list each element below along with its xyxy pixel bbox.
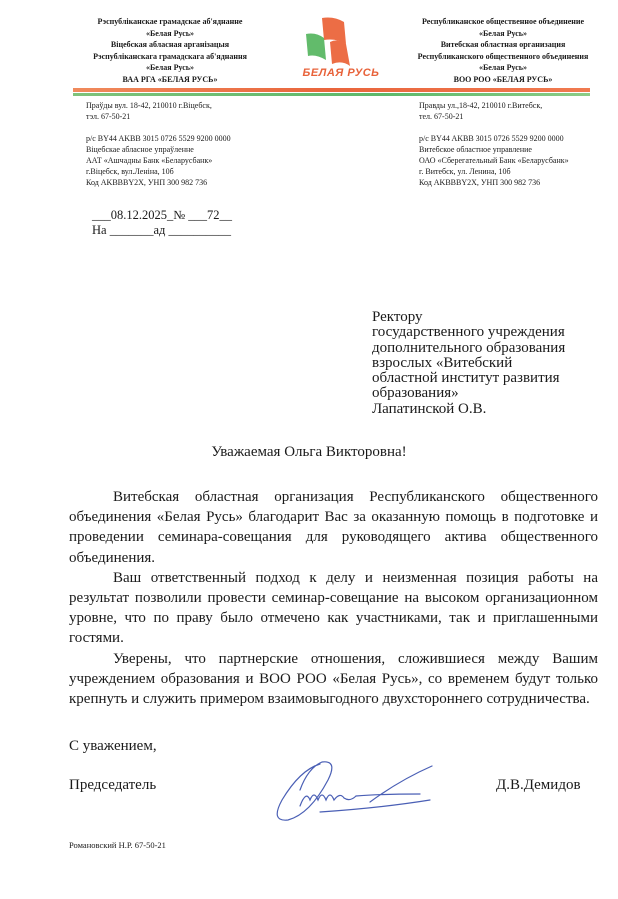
signer-position: Председатель (69, 777, 157, 793)
addressee-line: взрослых «Витебский (372, 354, 513, 371)
addressee-line: Лапатинской О.В. (372, 400, 487, 417)
letterhead-left-belarusian (70, 16, 270, 85)
registration-block (92, 208, 232, 238)
letterhead-line: Рэспубліканскага грамадскага аб'яднання (93, 51, 247, 61)
reply-reference: На _______ад __________ (92, 223, 231, 237)
date-and-number: ___08.12.2025_№ ___72__ (92, 208, 233, 222)
signer-name: Д.В.Демидов (496, 777, 581, 793)
bank-address: г.Віцебск, вул.Леніна, 10б (86, 167, 174, 176)
requisites-right (419, 100, 618, 188)
bank-branch: Витебское областное управление (419, 145, 532, 154)
bank-branch: Віцебскае абласное упраўленне (86, 145, 194, 154)
letterhead-right-russian (398, 16, 608, 85)
addressee-line: дополнительного образования (372, 339, 566, 356)
address: Праўды вул. 18-42, 210010 г.Віцебск, (86, 101, 212, 110)
closing: С уважением, (69, 738, 157, 754)
letterhead-line: «Белая Русь» (478, 28, 528, 38)
bank-address: г. Витебск, ул. Ленина, 10б (419, 167, 511, 176)
letterhead-line: «Белая Русь» (478, 63, 528, 72)
body-paragraph: Витебская областная организация Республиканского общественного объединения «Белая Русь» благодарит Вас за оказанную помощь в подготовке и проведении семинара-совещания для руководящего актива общественного объединения. (69, 489, 598, 566)
letterhead-line: Республиканского общественного объединения (417, 51, 589, 61)
body-paragraph: Уверены, что партнерские отношения, сложившиеся между Вашим учреждением образования и ВОО РОО «Белая Русь», со временем будут только крепнуть и служить примером взаимовыгодного двухстороннего сотрудничества. (69, 650, 598, 708)
letterhead-line: ВАА РГА «БЕЛАЯ РУСЬ» (122, 74, 218, 84)
body-paragraph: Ваш ответственный подход к делу и неизменная позиция работы на результат позволили провести семинар-совещание на высоком организационном уровне, что по праву было отмечено как участниками, так и приглашенными гостями. (69, 569, 598, 647)
bank-code: Код AKBBBY2X, УНП 300 982 736 (86, 178, 208, 187)
letterhead-stripe-divider (73, 88, 590, 98)
green-stripe (73, 93, 590, 96)
salutation: Уважаемая Ольга Викторовна! (211, 444, 407, 460)
bank-name: ААТ «Ашчадны Банк «Беларусбанк» (86, 156, 213, 165)
signature-icon (260, 750, 460, 830)
addressee-line: Ректору (372, 309, 423, 325)
phone: тэл. 67-50-21 (86, 112, 131, 121)
handwritten-signature (260, 750, 460, 830)
flag-logo-icon (300, 14, 382, 66)
executor-contact: Романовский Н.Р. 67-50-21 (69, 840, 166, 850)
letterhead-line: ВОО РОО «БЕЛАЯ РУСЬ» (453, 74, 553, 84)
addressee-line: государственного учреждения (372, 324, 565, 341)
organization-logo (300, 14, 382, 84)
letterhead-line: Витебская областная организация (440, 40, 566, 49)
letter-body (69, 487, 598, 709)
red-stripe (73, 88, 590, 92)
letterhead-line: «Белая Русь» (145, 28, 195, 38)
letterhead-line: Віцебская абласная арганізацыя (110, 40, 230, 49)
letterhead-line: Республиканское общественное объединение (421, 17, 585, 26)
letterhead-line: Рэспубліканскае грамадскае аб'яднанне (97, 17, 243, 26)
phone: тел. 67-50-21 (419, 112, 464, 121)
bank-code: Код AKBBBY2X, УНП 300 982 736 (419, 178, 541, 187)
addressee-block (372, 310, 612, 417)
requisites-left (86, 100, 306, 188)
address: Правды ул.,18-42, 210010 г.Витебск, (419, 101, 543, 110)
addressee-line: образования» (372, 385, 459, 402)
bank-name: ОАО «Сберегательный Банк «Беларусбанк» (419, 156, 569, 165)
bank-account: р/с BY44 AKBB 3015 0726 5529 9200 0000 (419, 134, 564, 143)
bank-account: р/с BY44 AKBB 3015 0726 5529 9200 0000 (86, 134, 231, 143)
addressee-line: областной институт развития (372, 370, 560, 387)
logo-text: БЕЛАЯ РУСЬ (302, 67, 380, 79)
letterhead-line: «Белая Русь» (145, 63, 195, 72)
